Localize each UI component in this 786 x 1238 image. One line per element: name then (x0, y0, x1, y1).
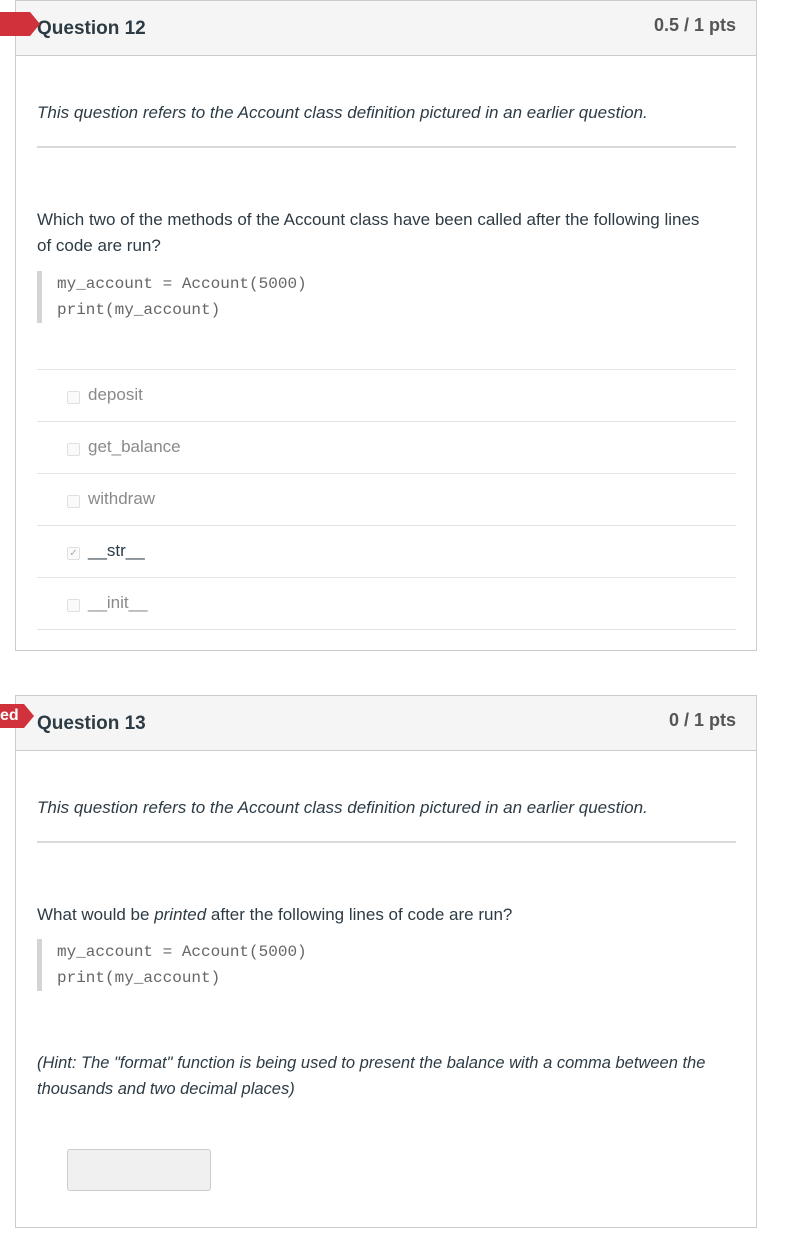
checkbox[interactable] (67, 443, 80, 456)
answer-label: deposit (88, 385, 143, 404)
question-13-card (15, 695, 757, 1228)
code-line: print(my_account) (57, 301, 221, 319)
checkbox[interactable] (67, 495, 80, 508)
answer-option-init[interactable] (37, 577, 736, 630)
question-12-code-block (37, 271, 307, 323)
question-12-title: Question 12 (37, 18, 146, 39)
checkbox[interactable] (67, 599, 80, 612)
question-12-flag (0, 12, 30, 36)
answer-label: withdraw (88, 489, 156, 508)
answer-option-str[interactable] (37, 525, 736, 577)
checkbox-checked-icon[interactable]: ✓ (67, 547, 80, 560)
question-13-title: Question 13 (37, 713, 146, 734)
question-13-points: 0 / 1 pts (668, 710, 736, 730)
code-line: my_account = Account(5000) (57, 275, 307, 293)
answer-label: __str__ (88, 541, 145, 560)
question-13-intro: This question refers to the Account class definition pictured in an earlier question. (37, 798, 648, 817)
checkbox[interactable] (67, 391, 80, 404)
question-13-flag: ed (0, 704, 24, 728)
code-line: print(my_account) (57, 969, 221, 987)
question-12-intro: This question refers to the Account class definition pictured in an earlier question. (37, 103, 648, 122)
question-13-header (16, 696, 756, 751)
question-12-prompt: Which two of the methods of the Account class have been called after the following lines of code are run? (37, 210, 700, 255)
question-12-divider (37, 146, 736, 148)
question-12-answers (37, 369, 736, 630)
question-13-hint: (Hint: The "format" function is being used to present the balance with a comma between the thousands and two decimal places) (37, 1054, 706, 1098)
answer-option-deposit[interactable] (37, 369, 736, 421)
question-13-divider (37, 841, 736, 843)
answer-option-withdraw[interactable] (37, 473, 736, 525)
answer-option-get-balance[interactable] (37, 421, 736, 473)
answer-text-input[interactable] (67, 1149, 211, 1191)
question-12-header (16, 1, 756, 56)
question-12-card (15, 0, 757, 651)
question-12-points: 0.5 / 1 pts (653, 15, 736, 35)
question-13-prompt: What would be printed after the following lines of code are run? (37, 905, 513, 924)
code-line: my_account = Account(5000) (57, 943, 307, 961)
question-13-code-block (37, 939, 307, 991)
answer-label: __init__ (88, 593, 148, 612)
answer-label: get_balance (88, 437, 181, 456)
